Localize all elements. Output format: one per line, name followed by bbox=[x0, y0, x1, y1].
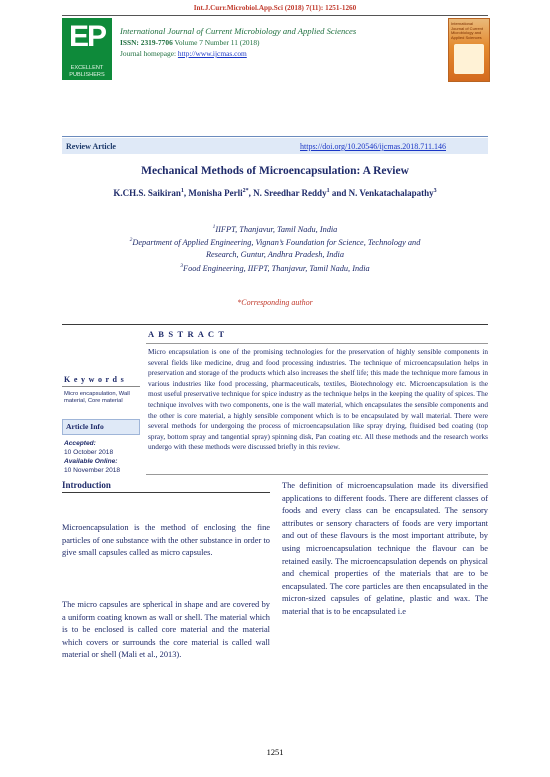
affiliation-2-cont: Research, Guntur, Andhra Pradesh, India bbox=[205, 250, 345, 259]
accepted-label: Accepted: bbox=[64, 440, 96, 447]
homepage-link[interactable]: http://www.ijcmas.com bbox=[177, 49, 247, 58]
page-number: 1251 bbox=[266, 748, 284, 757]
abstract-top-rule bbox=[146, 343, 488, 344]
article-info-heading: Article Info bbox=[66, 422, 104, 431]
intro-right-paragraph-1: The definition of microencapsulation made its diversified applications to different foods. There are different classes of foods and every class can be encapsulated. The sensory attributes or sensory characters of foods are very important and out of these flavours is the most important attribute, by using microencapsulation technique the flavour can be retained easily. The microencapsulation depends on physical and chemical properties of the materials that are to be encapsulated. The core particles are then encapsulated in the micron-sized capsules of gelatine, plastic and wax. The material that is to be encapsulated i.e bbox=[282, 481, 488, 616]
affiliation-3: $^3$Food Engineering, IIFPT, Thanjavur, Tamil Nadu, India bbox=[180, 263, 370, 273]
paper-title: Mechanical Methods of Microencapsulation: A Review bbox=[141, 165, 409, 177]
journal-homepage: Journal homepage: http://www.ijcmas.com bbox=[120, 49, 247, 58]
abstract-bottom-rule bbox=[146, 474, 488, 475]
author-list: K.CH.S. Saikiran$^1$, Monisha Perli$^{2*}$, N. Sreedhar Reddy$^1$ and N. Venkatachalapathy$^3$ bbox=[113, 188, 437, 198]
affiliation-2: $^2$Department of Applied Engineering, Vignan’s Foundation for Science, Technology and bbox=[129, 237, 421, 247]
intro-left-paragraph-1: Microencapsulation is the method of enclosing the fine particles of one substance with the other substance in order to give small capsules called as micro capsules. bbox=[62, 523, 270, 558]
intro-rule bbox=[62, 492, 270, 493]
online-label: Available Online: bbox=[64, 458, 118, 465]
journal-title: International Journal of Current Microbiology and Applied Sciences bbox=[120, 26, 357, 36]
affiliation-1: $^1$IIFPT, Thanjavur, Tamil Nadu, India bbox=[212, 224, 338, 234]
abstract-heading: A B S T R A C T bbox=[148, 329, 226, 339]
section-rule bbox=[62, 324, 488, 325]
keywords-heading: K e y w o r d s bbox=[64, 375, 125, 384]
keywords-rule bbox=[62, 386, 140, 387]
issn-line: ISSN: 2319-7706 Volume 7 Number 11 (2018) bbox=[120, 38, 260, 47]
online-date: 10 November 2018 bbox=[64, 467, 121, 474]
intro-left-paragraph-2: The micro capsules are spherical in shape and are covered by a uniform coating known as wall or shell. The material which is to be enclosed is called core material and the material which covers or surrounds the core material is called wall material or shell (Mali et al., 2013). bbox=[62, 600, 270, 660]
abstract-text: Micro encapsulation is one of the promising technologies for the preservation of highly sensible components in several fields like medicine, drug and food processing industries. The technique of microencapsulation helps in preservation and storage of the products which also increases the shelf life; this made the technique more famous in various industries like food processing, pharmaceuticals, textiles, Biotechnology etc. Microencapsulation is the most useful preservative technique for spice industry as the technique helps in the keeping the quality of spices. The technique involves with two components, one is the wall material, which encapsulates the sensible components and the other is core material, a highly sensible component which is to be encapsulated by wall material. There were several methods for undergoing the process of microencapsulation like spray drying, fluidised bed coating (top spray, bottom spray and tangential spray) spinning disk, Pan coating etc. All these methods and the research works undergo with these methods were discussed briefly in this review. bbox=[148, 347, 488, 452]
logo-text: EXCELLENT PUBLISHERS bbox=[69, 65, 105, 78]
corresponding-author: *Corresponding author bbox=[237, 298, 313, 307]
journal-cover-image: International Journal of Current Microbiology and Applied Sciences bbox=[448, 18, 490, 82]
keywords-text: Micro encapsulation, Wall material, Core material bbox=[64, 391, 130, 404]
running-header: Int.J.Curr.Microbiol.App.Sci (2018) 7(11): 1251-1260 bbox=[193, 4, 357, 12]
logo-letters: EP bbox=[68, 20, 106, 53]
accepted-date: 10 October 2018 bbox=[64, 449, 114, 456]
doi-link[interactable]: https://doi.org/10.20546/ijcmas.2018.711.146 bbox=[300, 142, 446, 151]
publisher-logo bbox=[62, 18, 112, 80]
band-rule bbox=[62, 136, 488, 137]
header-rule bbox=[62, 15, 488, 16]
article-type: Review Article bbox=[66, 142, 116, 151]
intro-heading: Introduction bbox=[62, 480, 111, 490]
